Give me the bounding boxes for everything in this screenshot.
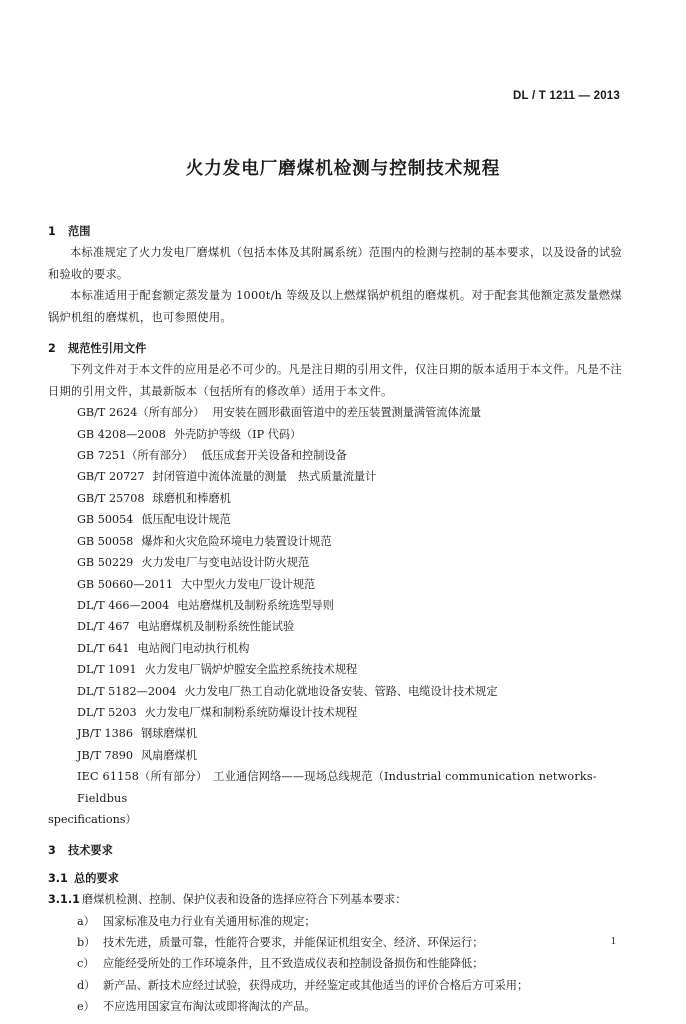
subsection-title: 总的要求 — [74, 871, 119, 885]
reference-item-iec-continued: specifications） — [48, 812, 137, 826]
reference-code: GB 50229 — [77, 556, 134, 570]
item-marker: d） — [77, 978, 96, 992]
reference-item — [48, 552, 622, 573]
section-1-paragraph-1: 本标准规定了火力发电厂磨煤机（包括本体及其附属系统）范围内的检测与控制的基本要求，以及设备的试验和验收的要求。 — [48, 246, 622, 281]
reference-item — [48, 616, 622, 637]
item-text: 新产品、新技术应经过试验，获得成功，并经鉴定或其他适当的评价合格后方可采用； — [103, 978, 529, 992]
reference-list — [48, 402, 622, 830]
reference-title: 钢球磨煤机 — [140, 727, 197, 741]
item-marker: b） — [77, 936, 96, 949]
reference-code: DL/T 5182—2004 — [77, 684, 177, 698]
reference-item — [48, 681, 622, 702]
item-marker: e） — [77, 1000, 95, 1014]
reference-title: 电站阀门电动执行机构 — [137, 641, 250, 655]
reference-title: 封闭管道中流体流量的测量 热式质量流量计 — [152, 470, 377, 484]
reference-code: GB 4208—2008 — [77, 427, 166, 441]
reference-item — [48, 402, 622, 423]
section-title: 技术要求 — [68, 844, 113, 858]
reference-code: GB/T 25708 — [77, 491, 145, 505]
clause-3-1-1 — [48, 889, 622, 910]
section-title: 规范性引用文件 — [68, 342, 147, 356]
section-title: 范围 — [68, 225, 91, 238]
subsection-number: 3.1 — [48, 871, 68, 885]
reference-item — [48, 509, 622, 530]
reference-item — [48, 488, 622, 509]
reference-item — [48, 445, 622, 466]
reference-item — [48, 638, 622, 659]
section-2-intro: 下列文件对于本文件的应用是必不可少的。凡是注日期的引用文件，仅注日期的版本适用于本文件。凡是不注日期的引用文件，其最新版本（包括所有的修改单）适用于本文件。 — [48, 363, 622, 398]
clause-text: 磨煤机检测、控制、保护仪表和设备的选择应符合下列基本要求： — [82, 893, 407, 907]
document-body — [48, 221, 622, 1018]
item-text: 国家标准及电力行业有关通用标准的规定； — [103, 914, 316, 928]
reference-title: 火力发电厂煤和制粉系统防爆设计技术规程 — [144, 705, 358, 719]
page-number: 1 — [610, 935, 616, 947]
subsection-3-1-heading — [48, 868, 622, 889]
reference-title: 电站磨煤机及制粉系统性能试验 — [137, 620, 295, 634]
item-marker: c） — [77, 957, 95, 971]
reference-title: 球磨机和棒磨机 — [152, 491, 231, 505]
reference-item-iec: IEC 61158（所有部分） 工业通信网络——现场总线规范（Industrial communication networks-Fieldbus — [77, 770, 597, 805]
standard-code: DL / T 1211 — 2013 — [513, 90, 620, 102]
reference-item — [48, 531, 622, 552]
section-number: 2 — [48, 342, 56, 356]
document-title: 火力发电厂磨煤机检测与控制技术规程 — [185, 159, 501, 179]
reference-title: 爆炸和火灾危险环境电力装置设计规范 — [141, 534, 332, 548]
reference-title: 外壳防护等级（IP 代码） — [173, 427, 302, 441]
clause-number: 3.1.1 — [48, 893, 80, 907]
reference-code: GB 50054 — [77, 513, 134, 527]
item-marker: a） — [77, 914, 95, 928]
reference-code: GB 50058 — [77, 534, 134, 548]
reference-code: GB 50660—2011 — [77, 577, 173, 591]
reference-code: JB/T 7890 — [77, 748, 133, 762]
reference-title: 低压成套开关设备和控制设备 — [201, 449, 347, 463]
reference-title: 风扇磨煤机 — [140, 748, 197, 762]
reference-item — [48, 723, 622, 744]
section-1-paragraph-2: 本标准适用于配套额定蒸发量为 1000t/h 等级及以上燃煤锅炉机组的磨煤机。对于配套其他额定蒸发量燃煤锅炉机组的磨煤机，也可参照使用。 — [48, 289, 622, 324]
reference-code: DL/T 466—2004 — [77, 598, 170, 612]
reference-code: JB/T 1386 — [77, 727, 133, 741]
item-text: 应能经受所处的工作环境条件，且不致造成仪表和控制设备损伤和性能降低； — [103, 957, 484, 971]
section-number: 3 — [48, 844, 56, 858]
section-1-heading — [48, 221, 622, 242]
list-item — [48, 911, 622, 932]
list-item — [48, 953, 622, 974]
list-item — [48, 932, 622, 953]
reference-item — [48, 595, 622, 616]
item-text: 技术先进，质量可靠，性能符合要求，并能保证机组安全、经济、环保运行； — [103, 936, 484, 949]
reference-title: 低压配电设计规范 — [141, 513, 231, 527]
reference-code: GB 7251（所有部分） — [77, 449, 194, 463]
reference-title: 火力发电厂与变电站设计防火规范 — [141, 556, 310, 570]
reference-title: 电站磨煤机及制粉系统选型导则 — [177, 598, 334, 612]
reference-title: 大中型火力发电厂设计规范 — [180, 577, 316, 591]
section-3-heading — [48, 840, 622, 861]
reference-code: DL/T 641 — [77, 641, 130, 655]
reference-item — [48, 466, 622, 487]
reference-code: GB/T 2624（所有部分） — [77, 406, 205, 420]
reference-code: DL/T 467 — [77, 620, 130, 634]
list-item — [48, 975, 622, 996]
reference-item — [48, 574, 622, 595]
reference-title: 用安装在圆形截面管道中的差压装置测量满管流体流量 — [212, 406, 482, 420]
section-2-heading — [48, 338, 622, 359]
reference-code: DL/T 1091 — [77, 663, 137, 677]
reference-item — [48, 745, 622, 766]
requirement-list — [48, 911, 622, 1018]
item-text: 不应选用国家宣布淘汰或即将淘汰的产品。 — [103, 1000, 316, 1014]
reference-item — [48, 659, 622, 680]
reference-title: 火力发电厂热工自动化就地设备安装、管路、电缆设计技术规定 — [184, 684, 498, 698]
reference-item — [48, 702, 622, 723]
list-item — [48, 996, 622, 1017]
reference-title: 火力发电厂锅炉炉膛安全监控系统技术规程 — [144, 663, 358, 677]
reference-code: DL/T 5203 — [77, 705, 137, 719]
reference-code: GB/T 20727 — [77, 470, 145, 484]
reference-item — [48, 424, 622, 445]
section-number: 1 — [48, 225, 56, 238]
